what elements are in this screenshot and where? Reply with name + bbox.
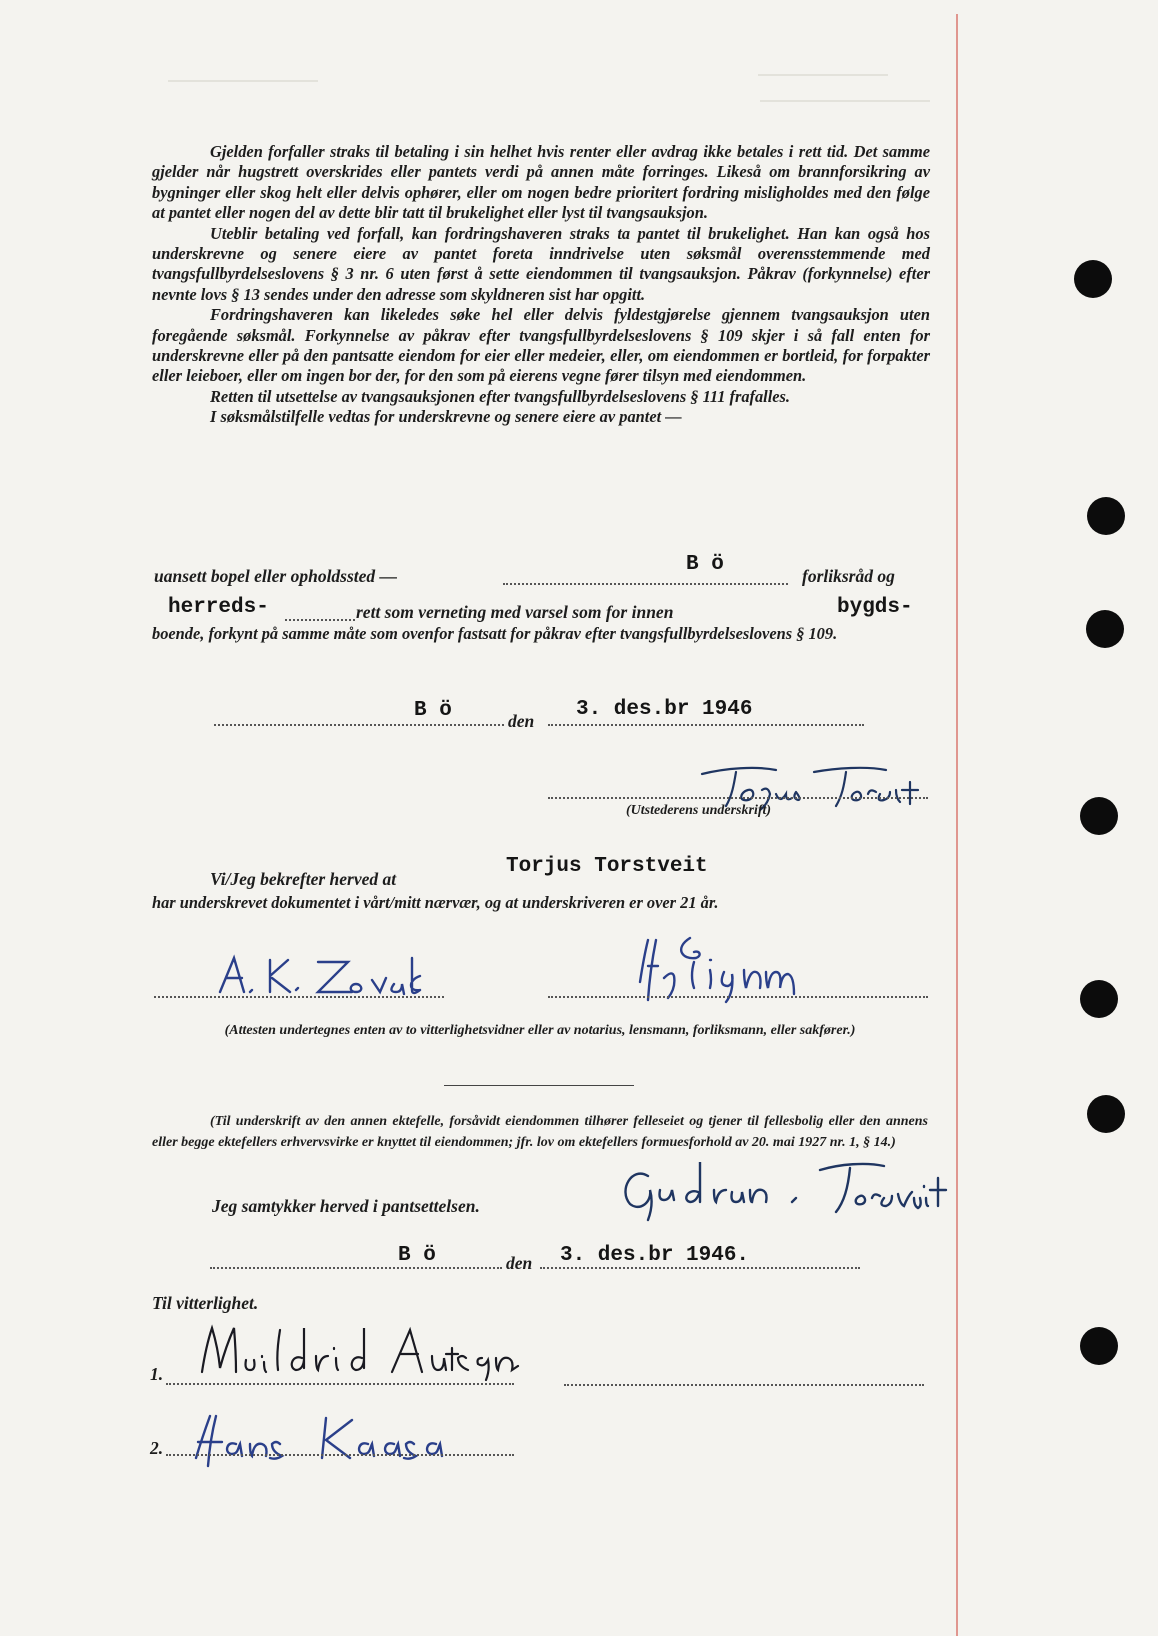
fill-line (285, 619, 355, 621)
fill-line (548, 724, 864, 726)
signature-line (166, 1454, 514, 1456)
fill-line (503, 583, 788, 585)
witness-signature-right (630, 932, 810, 1012)
attest-signature-2 (186, 1410, 456, 1470)
binder-hole (1080, 980, 1118, 1018)
margin-rule (956, 14, 958, 1636)
paragraph-default: Uteblir betaling ved forfall, kan fordringshaveren straks ta pantet til brukelighet. Han kan også hos underskrevne og senere eiere av pantet foreta inndrivelse uten søksmål overensstemmende med tvangsfullbyrdelseslovens § 3 nr. 6 uten først å sette eiendommen til tvangsauksjon. Påkrav (forkynnelse) efter nevnte lovs § 13 sendes under den adresse som skyldneren sist har opgitt. (152, 223, 930, 304)
binder-hole (1080, 1327, 1118, 1365)
print-through-mark (168, 80, 318, 82)
fill-line (540, 1267, 860, 1269)
venue-mid: rett som verneting med varsel som for innen (356, 602, 674, 622)
print-through-mark (758, 74, 888, 76)
witness-prefix: Vi/Jeg bekrefter herved at (210, 869, 397, 889)
signature-line (564, 1384, 924, 1386)
witness-name-typed: Torjus Torstveit (506, 855, 708, 878)
issuer-caption: (Utstederens underskrift) (626, 803, 772, 818)
venue-prefix: uansett bopel eller opholdssted — (154, 566, 398, 586)
binder-hole (1086, 610, 1124, 648)
binder-hole (1087, 497, 1125, 535)
binder-hole (1080, 797, 1118, 835)
print-through-mark (760, 100, 930, 102)
venue-suffix: forliksråd og (802, 566, 895, 586)
paragraph-due: Gjelden forfaller straks til betaling i sin helhet hvis renter eller avdrag ikke betales i rett tid. Det samme gjelder når hugstrett overskrides eller pantets verdi på annen måte forringes. Likeså om brannforsikring av bygninger eller skog helt eller delvis ophører, eller om nogen bedre prioritert fordring misligholdes med den følge at pantet eller nogen del av dette blir tatt til brukelighet eller lyst til tvangsauksjon. (152, 142, 930, 223)
witness-signature-left (206, 950, 436, 1000)
fill-line (214, 724, 504, 726)
date-place-typed-2: B ö (398, 1244, 436, 1267)
witness-line2: har underskrevet dokumentet i vårt/mitt nærvær, og at underskriveren er over 21 år. (152, 893, 719, 912)
attest-number-1: 1. (150, 1364, 164, 1384)
fill-line (210, 1267, 502, 1269)
date-typed-2: 3. des.br 1946. (560, 1244, 750, 1267)
signature-line (548, 996, 928, 998)
paragraph-postponement: Retten til utsettelse av tvangsauksjonen efter tvangsfullbyrdelseslovens § 111 frafalles. (210, 386, 791, 406)
residency-typed: bygds- (837, 596, 913, 619)
attest-number-2: 2. (150, 1438, 164, 1458)
venue-place-typed: B ö (686, 553, 724, 576)
date-den-label: den (508, 711, 535, 731)
signature-line (548, 797, 928, 799)
venue-tail: boende, forkynt på samme måte som ovenfor fastsatt for påkrav efter tvangsfullbyrdelseslovens § 109. (152, 624, 838, 643)
date-typed: 3. des.br 1946 (576, 698, 753, 721)
attest-label: Til vitterlighet. (152, 1293, 259, 1313)
attest-signature-1 (196, 1318, 536, 1384)
spouse-signature (614, 1158, 954, 1228)
terms-text (152, 142, 930, 428)
date-place-typed: B ö (414, 699, 452, 722)
venue-tail-text (152, 624, 930, 644)
signature-line (154, 996, 444, 998)
witness-text (152, 893, 928, 913)
signature-line (166, 1383, 514, 1385)
date-den-label-2: den (506, 1253, 533, 1273)
court-type-typed: herreds- (168, 596, 269, 619)
spouse-note: (Til underskrift av den annen ektefelle, forsåvidt eiendommen tilhører felleseiet og tjener til fellesbolig eller den annens eller begge ektefellers erhvervsvirke er knyttet til eiendommen; jfr. lov om ektefellers formuesforhold av 20. mai 1927 nr. 1, § 14.) (152, 1114, 928, 1150)
spouse-note-block (152, 1111, 928, 1153)
separator-rule (444, 1085, 634, 1086)
consent-text: Jeg samtykker herved i pantsettelsen. (212, 1196, 480, 1216)
binder-hole (1074, 260, 1112, 298)
paragraph-auction: Fordringshaveren kan likeledes søke hel eller delvis fyldestgjørelse gjennem tvangsauksjon uten foregående søksmål. Forkynnelse av påkrav efter tvangsfullbyrdelseslovens § 109 skjer i så fall enten for underskrevne eller på den pantsatte eiendom for eier eller medeier, eller, om eiendommen er bortleid, for forpakter eller leieboer, eller om ingen bor der, for den som på eierens vegne fører tilsyn med eiendommen. (152, 305, 930, 386)
witness-note: (Attesten undertegnes enten av to vitterlighetsvidner eller av notarius, lensmann, forliksmann, eller sakfører.) (224, 1023, 856, 1038)
binder-hole (1087, 1095, 1125, 1133)
paragraph-venue: I søksmålstilfelle vedtas for underskrevne og senere eiere av pantet — (210, 407, 682, 427)
